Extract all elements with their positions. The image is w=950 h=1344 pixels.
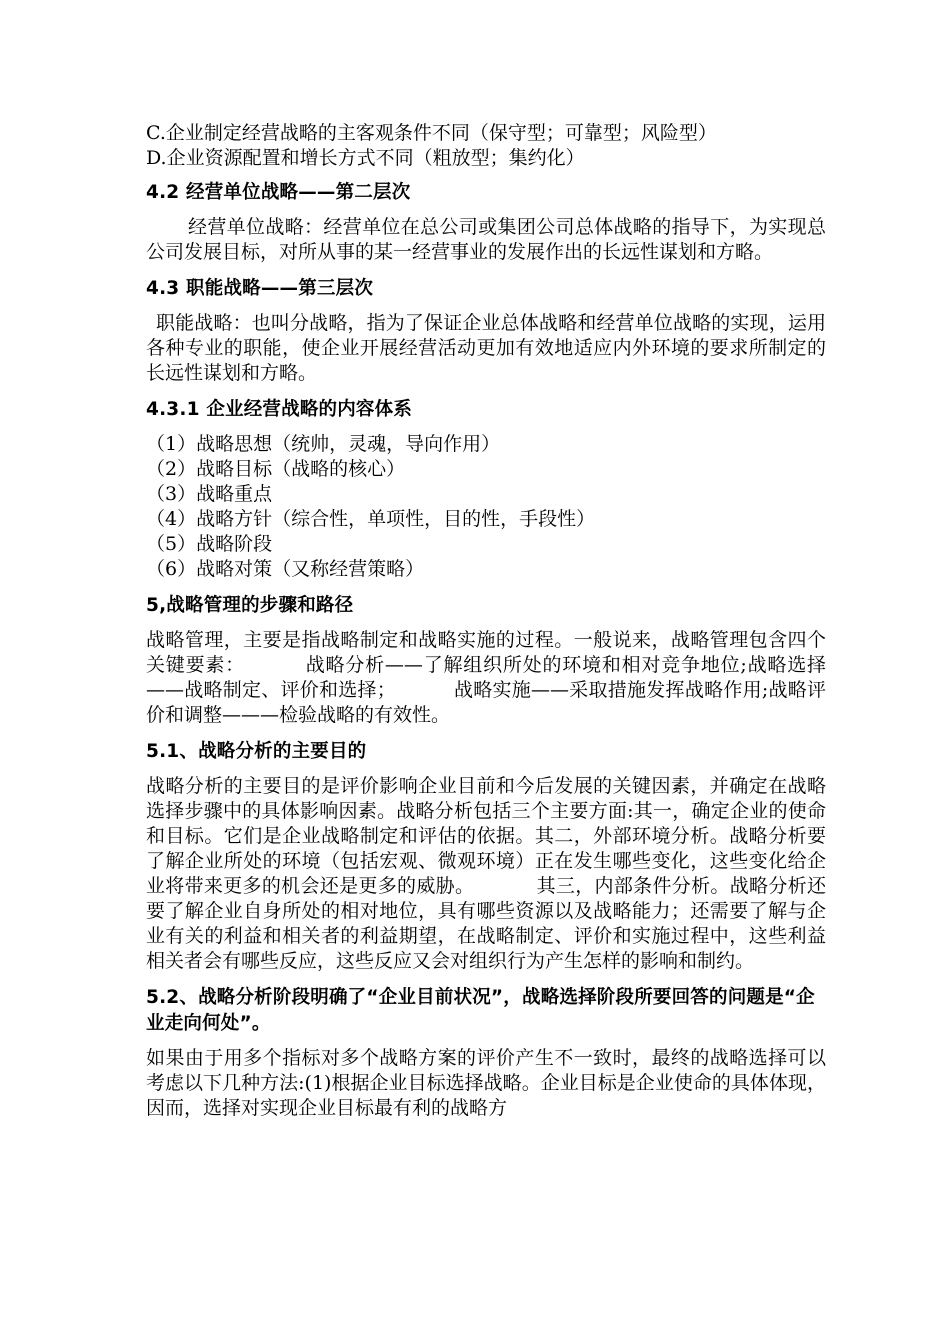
- paragraph-4-3: 职能战略：也叫分战略，指为了保证企业总体战略和经营单位战略的实现，运用各种专业的职能，使企业开展经营活动更加有效地适应内外环境的要求所制定的长远性谋划和方略。: [146, 312, 826, 384]
- heading-4-3: 4.3 职能战略——第三层次: [146, 278, 374, 299]
- paragraph-5: [146, 628, 826, 728]
- text-line-d: D.企业资源配置和增长方式不同（粗放型；集约化）: [146, 147, 585, 169]
- list-item: （6）战略对策（又称经营策略）: [146, 558, 425, 580]
- paragraph-5-1-part1: 战略分析的主要目的是评价影响企业目前和今后发展的关键因素，并确定在战略选择步骤中的具体影响因素。战略分析包括三个主要方面:其一，确定企业的使命和目标。它们是企业战略制定和评估的依据。其二，外部环境分析。战略分析要了解企业所处的环境（包括宏观、微观环境）正在发生哪些变化，这些变化给企业将带来更多的机会还是更多的威胁。: [146, 775, 826, 897]
- paragraph-4-2: 经营单位战略：经营单位在总公司或集团公司总体战略的指导下，为实现总公司发展目标，对所从事的某一经营事业的发展作出的长远性谋划和方略。: [146, 216, 826, 263]
- list-item: （4）战略方针（综合性，单项性，目的性，手段性）: [146, 508, 596, 530]
- paragraph-5-part3: 战略实施——采取措施发挥战略作用;战略评价和调整———检验战略的有效性。: [146, 679, 826, 726]
- document-content: [146, 121, 826, 1121]
- paragraph-5-part1: 战略管理，主要是指战略制定和战略实施的过程。一般说来，战略管理包含四个关键要素：: [146, 629, 826, 676]
- text-line-c: C.企业制定经营战略的主客观条件不同（保守型；可靠型；风险型）: [146, 122, 717, 144]
- list-item: （5）战略阶段: [146, 533, 273, 555]
- strategy-content-list: [146, 432, 826, 582]
- heading-4-2: 4.2 经营单位战略——第二层次: [146, 182, 411, 203]
- heading-4-3-1: 4.3.1 企业经营战略的内容体系: [146, 399, 413, 420]
- list-item: （2）战略目标（战略的核心）: [146, 458, 406, 480]
- heading-5-2: 5.2、战略分析阶段明确了“企业目前状况”，战略选择阶段所要回答的问题是“企业走向何处”。: [146, 987, 815, 1034]
- list-item: （3）战略重点: [146, 483, 273, 505]
- heading-5: 5,战略管理的步骤和路径: [146, 595, 354, 616]
- paragraph-5-2: 如果由于用多个指标对多个战略方案的评价产生不一致时，最终的战略选择可以考虑以下几种方法:(1)根据企业目标选择战略。企业目标是企业使命的具体体现，因而，选择对实现企业目标最有利的战略方: [146, 1047, 826, 1119]
- heading-5-1: 5.1、战略分析的主要目的: [146, 741, 367, 762]
- paragraph-5-1-part2: 其三，内部条件分析。战略分析还要了解企业自身所处的相对地位，具有哪些资源以及战略能力；还需要了解与企业有关的利益和相关者的利益期望，在战略制定、评价和实施过程中，这些利益相关者会有哪些反应，这些反应又会对组织行为产生怎样的影响和制约。: [146, 875, 826, 972]
- list-item: （1）战略思想（统帅，灵魂，导向作用）: [146, 433, 501, 455]
- paragraph-5-part2: 战略分析——了解组织所处的环境和相对竞争地位;战略选择——战略制定、评价和选择；: [146, 654, 826, 701]
- paragraph-5-1: [146, 774, 826, 974]
